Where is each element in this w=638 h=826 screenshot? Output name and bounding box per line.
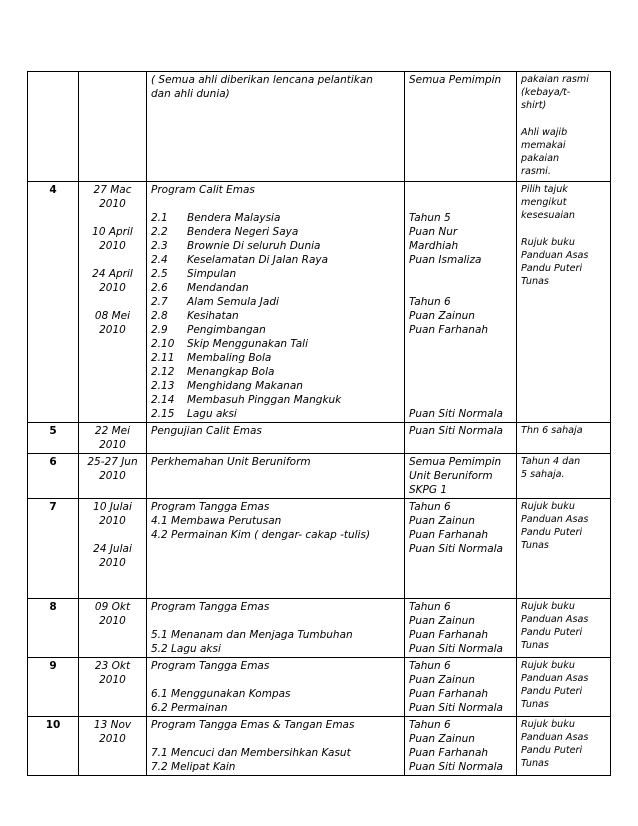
row-date [79, 182, 147, 423]
row-notes [517, 454, 611, 499]
row-number [28, 72, 79, 182]
row-notes-line: Tunas [521, 276, 549, 287]
row-activity [147, 72, 405, 182]
row-person-in-charge-line: Puan Farhanah [409, 747, 489, 759]
row-activity-line: 4.1 Membawa Perutusan [151, 515, 282, 527]
activity-item [151, 295, 400, 309]
row-activity [147, 599, 405, 658]
row-person-in-charge [405, 182, 517, 423]
row-activity [147, 499, 405, 599]
item-number: 2.4 [151, 254, 168, 266]
row-date-line: 24 April [92, 268, 133, 280]
row-notes-line: Rujuk buku [521, 601, 575, 612]
row-notes-line: kesesuaian [521, 210, 575, 221]
row-notes [517, 182, 611, 423]
row-notes-line: shirt) [521, 100, 547, 111]
activity-item [151, 225, 400, 239]
row-notes-line: Panduan Asas [521, 732, 589, 743]
row-person-in-charge-line: SKPG 1 [409, 484, 448, 496]
table-row [28, 423, 611, 454]
row-person-in-charge-line: Puan Farhanah [409, 629, 489, 641]
row-activity-line: 7.2 Melipat Kain [151, 761, 236, 773]
row-number: 4 [28, 182, 79, 423]
row-activity-line: 4.2 Permainan Kim ( dengar- cakap -tulis) [151, 529, 371, 541]
row-person-in-charge-line: Tahun 6 [409, 660, 451, 672]
item-text: Membaling Bola [187, 352, 272, 364]
activity-item [151, 267, 400, 281]
item-number: 2.1 [151, 212, 168, 224]
row-date [79, 423, 147, 454]
row-date-line: 22 Mei [94, 425, 131, 437]
row-notes-line: Pandu Puteri [521, 686, 583, 697]
row-date [79, 717, 147, 776]
item-text: Simpulan [187, 268, 237, 280]
row-date-line: 10 April [92, 226, 133, 238]
row-notes-line: pakaian rasmi [521, 74, 589, 85]
item-text: Alam Semula Jadi [187, 296, 279, 308]
activity-item [151, 365, 400, 379]
row-person-in-charge-line: Semua Pemimpin [409, 456, 502, 468]
schedule-body [28, 72, 611, 776]
row-notes-line: Pandu Puteri [521, 263, 583, 274]
row-notes-line: Rujuk buku [521, 660, 575, 671]
row-person-in-charge [405, 658, 517, 717]
row-notes-line: Thn 6 sahaja [521, 425, 583, 436]
activity-item [151, 379, 400, 393]
row-notes-line: memakai [521, 140, 566, 151]
row-notes [517, 423, 611, 454]
row-notes [517, 599, 611, 658]
table-row [28, 454, 611, 499]
row-notes [517, 499, 611, 599]
row-notes [517, 72, 611, 182]
table-row [28, 599, 611, 658]
row-number: 9 [28, 658, 79, 717]
row-date [79, 658, 147, 717]
row-notes-line: Panduan Asas [521, 514, 589, 525]
row-notes-line: rasmi. [521, 166, 551, 177]
item-text: Lagu aksi [187, 408, 237, 420]
row-notes-line: 5 sahaja. [521, 469, 565, 480]
row-person-in-charge-line: Tahun 6 [409, 601, 451, 613]
item-number: 2.7 [151, 296, 168, 308]
row-person-in-charge-line: Puan Zainun [409, 310, 475, 322]
row-person-in-charge-line: Mardhiah [409, 240, 459, 252]
item-text: Bendera Malaysia [187, 212, 281, 224]
row-date-line: 2010 [99, 615, 126, 627]
row-person-in-charge-line: Puan Siti Normala [409, 761, 503, 773]
item-number: 2.3 [151, 240, 168, 252]
row-date-line: 2010 [99, 674, 126, 686]
item-text: Kesihatan [187, 310, 239, 322]
schedule-table [27, 71, 611, 776]
row-notes-line: Pandu Puteri [521, 745, 583, 756]
table-row [28, 658, 611, 717]
row-person-in-charge-line: Puan Zainun [409, 674, 475, 686]
item-text: Pengimbangan [187, 324, 266, 336]
row-notes-line: Panduan Asas [521, 250, 589, 261]
row-notes-line: Tunas [521, 640, 549, 651]
row-activity-line: Pengujian Calit Emas [151, 425, 262, 437]
row-person-in-charge-line: Puan Ismaliza [409, 254, 482, 266]
item-number: 2.6 [151, 282, 168, 294]
item-text: Mendandan [187, 282, 249, 294]
row-activity-line: 5.2 Lagu aksi [151, 643, 221, 655]
row-person-in-charge-line: Puan Siti Normala [409, 643, 503, 655]
row-number: 6 [28, 454, 79, 499]
row-date-line: 2010 [99, 557, 126, 569]
row-number: 7 [28, 499, 79, 599]
row-date-line: 27 Mac [93, 184, 132, 196]
row-person-in-charge [405, 454, 517, 499]
activity-title: Program Calit Emas [151, 184, 255, 196]
row-activity-line: dan ahli dunia) [151, 88, 230, 100]
row-notes-line: Tahun 4 dan [521, 456, 581, 467]
row-person-in-charge [405, 599, 517, 658]
activity-item [151, 253, 400, 267]
item-number: 2.5 [151, 268, 168, 280]
row-person-in-charge-line: Semua Pemimpin [409, 74, 502, 86]
row-notes-line: pakaian [521, 153, 560, 164]
activity-item [151, 323, 400, 337]
item-text: Membasuh Pinggan Mangkuk [187, 394, 342, 406]
table-row [28, 717, 611, 776]
activity-item [151, 281, 400, 295]
item-number: 2.8 [151, 310, 168, 322]
row-date-line: 08 Mei [94, 310, 131, 322]
row-date-line: 23 Okt [94, 660, 131, 672]
row-date-line: 25-27 Jun [87, 456, 138, 468]
activity-item [151, 239, 400, 253]
item-number: 2.14 [151, 394, 175, 406]
item-number: 2.10 [151, 338, 175, 350]
row-person-in-charge [405, 423, 517, 454]
row-activity-line: Program Tangga Emas & Tangan Emas [151, 719, 355, 731]
row-person-in-charge-line: Puan Farhanah [409, 324, 489, 336]
activity-item [151, 351, 400, 365]
row-activity-line: Program Tangga Emas [151, 660, 270, 672]
row-date [79, 454, 147, 499]
row-notes-line: Panduan Asas [521, 673, 589, 684]
row-date-line: 09 Okt [94, 601, 131, 613]
row-person-in-charge-line: Puan Siti Normala [409, 425, 503, 437]
row-date-line: 2010 [99, 470, 126, 482]
row-person-in-charge-line: Puan Zainun [409, 733, 475, 745]
row-date-line: 10 Julai [93, 501, 132, 513]
row-notes-line: Rujuk buku [521, 237, 575, 248]
row-date-line: 2010 [99, 324, 126, 336]
row-person-in-charge-line: Puan Siti Normala [409, 543, 503, 555]
row-date-line: 2010 [99, 733, 126, 745]
row-activity-line: 6.1 Menggunakan Kompas [151, 688, 291, 700]
activity-item [151, 407, 400, 421]
table-row [28, 182, 611, 423]
row-activity-line: 7.1 Mencuci dan Membersihkan Kasut [151, 747, 351, 759]
activity-item [151, 211, 400, 225]
row-person-in-charge-line: Tahun 6 [409, 719, 451, 731]
row-notes-line: Ahli wajib [521, 127, 568, 138]
item-number: 2.13 [151, 380, 175, 392]
item-number: 2.15 [151, 408, 175, 420]
activity-item [151, 309, 400, 323]
row-date [79, 499, 147, 599]
row-date-line: 2010 [99, 439, 126, 451]
row-activity-line: 5.1 Menanam dan Menjaga Tumbuhan [151, 629, 353, 641]
row-notes-line: Panduan Asas [521, 614, 589, 625]
row-date-line: 24 Julai [93, 543, 132, 555]
row-activity-line: ( Semua ahli diberikan lencana pelantikan [151, 74, 373, 86]
table-row [28, 499, 611, 599]
row-person-in-charge-line: Puan Farhanah [409, 529, 489, 541]
row-person-in-charge [405, 72, 517, 182]
item-number: 2.11 [151, 352, 175, 364]
row-activity [147, 423, 405, 454]
item-text: Bendera Negeri Saya [187, 226, 299, 238]
row-activity [147, 658, 405, 717]
row-notes [517, 717, 611, 776]
row-notes-line: Tunas [521, 540, 549, 551]
row-person-in-charge [405, 717, 517, 776]
row-notes [517, 658, 611, 717]
row-notes-line: Rujuk buku [521, 719, 575, 730]
item-text: Brownie Di seluruh Dunia [187, 240, 321, 252]
row-notes-line: Tunas [521, 758, 549, 769]
row-person-in-charge-line: Puan Siti Normala [409, 702, 503, 714]
item-number: 2.2 [151, 226, 168, 238]
row-date-line: 2010 [99, 515, 126, 527]
row-person-in-charge-line: Tahun 5 [409, 212, 451, 224]
item-number: 2.9 [151, 324, 168, 336]
activity-item [151, 337, 400, 351]
row-activity-line: Program Tangga Emas [151, 501, 270, 513]
row-number: 8 [28, 599, 79, 658]
row-activity [147, 717, 405, 776]
item-text: Skip Menggunakan Tali [187, 338, 309, 350]
row-notes-line: Pilih tajuk [521, 184, 568, 195]
row-person-in-charge-line: Tahun 6 [409, 296, 451, 308]
row-activity [147, 454, 405, 499]
row-activity-line: 6.2 Permainan [151, 702, 228, 714]
row-person-in-charge-line: Tahun 6 [409, 501, 451, 513]
item-text: Menangkap Bola [187, 366, 275, 378]
row-notes-line: Pandu Puteri [521, 627, 583, 638]
row-person-in-charge-line: Unit Beruniform [409, 470, 493, 482]
activity-item [151, 393, 400, 407]
row-date-line: 2010 [99, 282, 126, 294]
row-activity-line: Perkhemahan Unit Beruniform [151, 456, 311, 468]
item-text: Keselamatan Di Jalan Raya [187, 254, 329, 266]
row-activity-line: Program Tangga Emas [151, 601, 270, 613]
item-text: Menghidang Makanan [187, 380, 303, 392]
row-date-line: 2010 [99, 198, 126, 210]
row-notes-line: mengikut [521, 197, 567, 208]
row-person-in-charge [405, 499, 517, 599]
row-number: 5 [28, 423, 79, 454]
item-number: 2.12 [151, 366, 175, 378]
row-person-in-charge-line: Puan Nur [409, 226, 458, 238]
row-date [79, 599, 147, 658]
row-person-in-charge-line: Puan Siti Normala [409, 408, 503, 420]
row-activity [147, 182, 405, 423]
row-notes-line: Tunas [521, 699, 549, 710]
row-notes-line: (kebaya/t- [521, 87, 571, 98]
row-date-line: 2010 [99, 240, 126, 252]
row-number: 10 [28, 717, 79, 776]
row-date [79, 72, 147, 182]
row-notes-line: Rujuk buku [521, 501, 575, 512]
row-person-in-charge-line: Puan Zainun [409, 515, 475, 527]
row-notes-line: Pandu Puteri [521, 527, 583, 538]
table-row [28, 72, 611, 182]
row-person-in-charge-line: Puan Farhanah [409, 688, 489, 700]
row-person-in-charge-line: Puan Zainun [409, 615, 475, 627]
row-date-line: 13 Nov [93, 719, 132, 731]
